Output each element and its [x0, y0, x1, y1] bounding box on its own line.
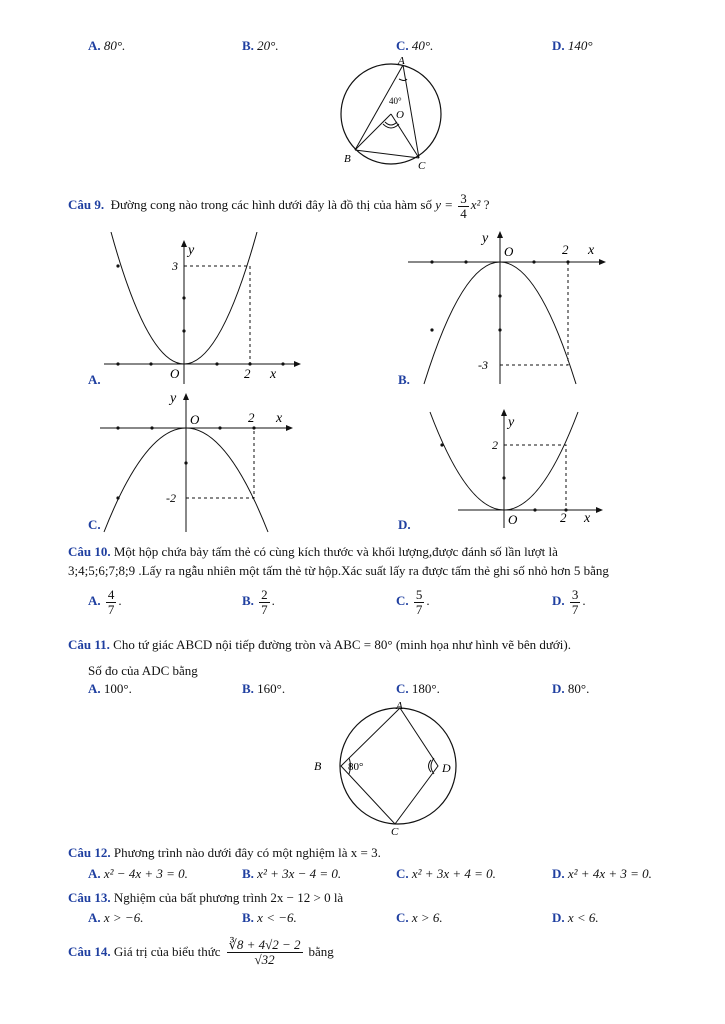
x-axis-label: x [588, 243, 595, 258]
q11-option-b[interactable] [242, 681, 285, 697]
q8-option-d[interactable] [552, 38, 593, 54]
option-label: D. [552, 910, 565, 925]
q10-option-b[interactable]: B. $\frac{2}{7}$ . [242, 587, 275, 617]
q12-option-b[interactable] [242, 866, 341, 882]
question-number: Câu 14. [68, 944, 111, 960]
graph-c [84, 386, 304, 534]
option-label: A. [88, 593, 101, 609]
option-label: C. [396, 681, 409, 696]
x-axis-label: x [276, 411, 283, 426]
q13-question [68, 890, 343, 906]
dashed-guide [504, 445, 566, 510]
y-tick-label: -3 [478, 358, 488, 372]
origin-label: O [504, 244, 514, 259]
graph-b [398, 226, 612, 386]
graph-b-option[interactable]: B. [398, 372, 410, 387]
q13-option-a[interactable] [88, 910, 143, 926]
fraction-denominator: 4 [460, 205, 467, 221]
q9-question [68, 192, 489, 220]
dashed-guide [500, 262, 568, 365]
angle-label: 40° [389, 96, 402, 106]
fraction-numerator: 4 [107, 587, 115, 602]
option-value: x² − 4x + 3 = 0. [103, 866, 188, 881]
fraction-denominator: 7 [261, 601, 268, 617]
option-fraction [106, 588, 117, 616]
fraction-denominator: 7 [107, 601, 115, 617]
option-value: x² + 3x + 4 = 0. [411, 866, 496, 881]
y-tick-label: 3 [172, 259, 178, 273]
option-label: B. [242, 681, 254, 696]
option-value: 40°. [411, 38, 434, 53]
option-label: A. [88, 681, 101, 696]
q11-option-d[interactable] [552, 681, 589, 697]
y-axis-label: y [188, 243, 195, 258]
q10-line1 [68, 544, 693, 560]
option-value: 100°. [103, 681, 132, 696]
option-label: B. [242, 866, 254, 881]
y-axis-arrow [497, 231, 503, 238]
option-label: D. [552, 681, 565, 696]
segment-ob [355, 114, 391, 150]
q11-circle-figure [310, 698, 460, 836]
func-suffix: x² [470, 197, 481, 213]
option-label: B. [242, 910, 254, 925]
y-axis-arrow [181, 240, 187, 247]
y-axis-arrow [501, 409, 507, 416]
y-axis-arrow [183, 393, 189, 400]
question-number: Câu 11. [68, 637, 110, 652]
graph-a-option[interactable]: A. [88, 372, 101, 387]
option-value: 140° [567, 38, 593, 53]
y-axis-label: y [170, 391, 177, 406]
option-label: A. [88, 866, 101, 881]
fraction-numerator: 3 [460, 191, 467, 206]
x-axis-label: x [584, 511, 591, 526]
q13-option-b[interactable] [242, 910, 297, 926]
point-o-label: O [396, 109, 404, 121]
x-axis-arrow [599, 259, 606, 265]
x-axis-arrow [596, 507, 603, 513]
option-label: D. [552, 593, 565, 609]
point-c-label: C [391, 826, 399, 836]
expression-fraction [227, 938, 303, 966]
option-value: x < 6. [567, 910, 599, 925]
q12-option-d[interactable] [552, 866, 652, 882]
q11-line2: Số đo của ADC bằng [88, 663, 198, 678]
graph-a [84, 232, 304, 390]
option-value: x² + 3x − 4 = 0. [257, 866, 342, 881]
fraction-numerator: 3 [571, 587, 579, 602]
func-prefix: y = [435, 197, 454, 213]
q12-option-a[interactable] [88, 866, 188, 882]
option-value: 80°. [567, 681, 590, 696]
q13-option-d[interactable] [552, 910, 599, 926]
q11-line1 [68, 637, 571, 653]
option-label: D. [552, 38, 565, 53]
q12-option-c[interactable] [396, 866, 496, 882]
fraction-numerator: 5 [415, 587, 423, 602]
option-label: B. [242, 593, 254, 609]
q10-option-d[interactable]: D. $\frac{3}{7}$ . [552, 587, 586, 617]
question-number: Câu 9. [68, 197, 105, 213]
fraction-denominator: √32 [254, 951, 275, 967]
segment-ac [403, 65, 419, 158]
dashed-guide [186, 428, 254, 498]
graph-d-option[interactable]: D. [398, 517, 411, 532]
x-axis-label: x [270, 367, 277, 382]
question-end: ? [483, 197, 490, 213]
origin-label: O [508, 512, 518, 527]
fraction-numerator: 2 [261, 587, 268, 602]
q8-circle-figure [330, 52, 450, 174]
x-tick-label: 2 [248, 410, 255, 425]
func-fraction [458, 192, 469, 220]
option-value: 160°. [257, 681, 286, 696]
point-b-label: B [314, 759, 322, 773]
q10-option-a[interactable]: A. $\frac{4}{7}$ . [88, 587, 122, 617]
option-value: 20°. [257, 38, 279, 53]
angle-label: 80° [348, 761, 364, 773]
option-value: x > −6. [103, 910, 144, 925]
point-a-label: A [396, 700, 403, 712]
point-d-label: D [442, 761, 451, 775]
question-number: Câu 13. [68, 890, 111, 905]
fraction-numerator: ∛8 + 4√2 − 2 [228, 937, 301, 952]
x-tick-label: 2 [562, 242, 569, 257]
y-tick-label: 2 [492, 438, 498, 452]
option-label: C. [396, 910, 409, 925]
option-label: B. [242, 38, 254, 53]
option-value: 180°. [411, 681, 440, 696]
question-text: Giá trị của biểu thức [113, 944, 221, 960]
option-label: C. [396, 866, 409, 881]
point-c-label: C [418, 160, 426, 172]
q14-question [68, 938, 334, 966]
option-value: 80°. [103, 38, 126, 53]
segment-ab [355, 65, 403, 150]
q11-option-c[interactable] [396, 681, 440, 697]
graph-c-option[interactable]: C. [88, 517, 101, 532]
point-b-label: B [344, 153, 351, 165]
option-value: x² + 4x + 3 = 0. [567, 866, 652, 881]
point-a-label: A [398, 55, 405, 67]
option-label: D. [552, 866, 565, 881]
question-end: bằng [308, 944, 334, 960]
question-text: Một hộp chứa bảy tấm thẻ có cùng kích thước và khối lượng,được đánh số lần lượt là [113, 544, 558, 559]
option-value: x < −6. [257, 910, 297, 925]
question-text: Cho tứ giác ABCD nội tiếp đường tròn và ABC = 80° (minh họa như hình vẽ bên dưới). [113, 637, 571, 652]
question-text: Đường cong nào trong các hình dưới đây là đồ thị của hàm số [110, 197, 432, 213]
question-text: Phương trình nào dưới đây có một nghiệm là x = 3. [113, 845, 381, 860]
q12-question [68, 845, 381, 861]
x-axis-arrow [286, 425, 293, 431]
angle-o-arc [385, 122, 397, 125]
q13-option-c[interactable] [396, 910, 443, 926]
dashed-guide [184, 266, 250, 364]
q10-line2: 3;4;5;6;7;8;9 .Lấy ra ngẫu nhiên một tấm thẻ từ hộp.Xác suất lấy ra được tấm thẻ ghi số nhỏ hơn 5 bằng [68, 563, 609, 578]
q8-option-b[interactable] [242, 38, 279, 54]
option-label: A. [88, 910, 101, 925]
origin-label: O [170, 366, 180, 381]
q11-option-a[interactable] [88, 681, 132, 697]
x-axis-arrow [294, 361, 301, 367]
option-label: C. [396, 38, 409, 53]
fraction-denominator: 7 [571, 601, 579, 617]
option-label: C. [396, 593, 409, 609]
x-tick-label: 2 [244, 366, 251, 381]
question-text: Nghiệm của bất phương trình 2x − 12 > 0 là [113, 890, 344, 905]
y-tick-label: -2 [166, 491, 176, 505]
origin-label: O [190, 412, 200, 427]
option-value: x > 6. [411, 910, 443, 925]
q8-option-a[interactable] [88, 38, 125, 54]
x-tick-label: 2 [560, 510, 567, 525]
graph-d [398, 404, 612, 532]
option-fraction [259, 588, 270, 616]
y-axis-label: y [508, 415, 515, 430]
question-number: Câu 10. [68, 544, 111, 559]
fraction-denominator: 7 [415, 601, 423, 617]
option-label: A. [88, 38, 101, 53]
option-fraction [414, 588, 425, 616]
y-axis-label: y [482, 231, 489, 246]
question-number: Câu 12. [68, 845, 111, 860]
option-fraction [570, 588, 581, 616]
q10-option-c[interactable]: C. $\frac{5}{7}$ . [396, 587, 430, 617]
